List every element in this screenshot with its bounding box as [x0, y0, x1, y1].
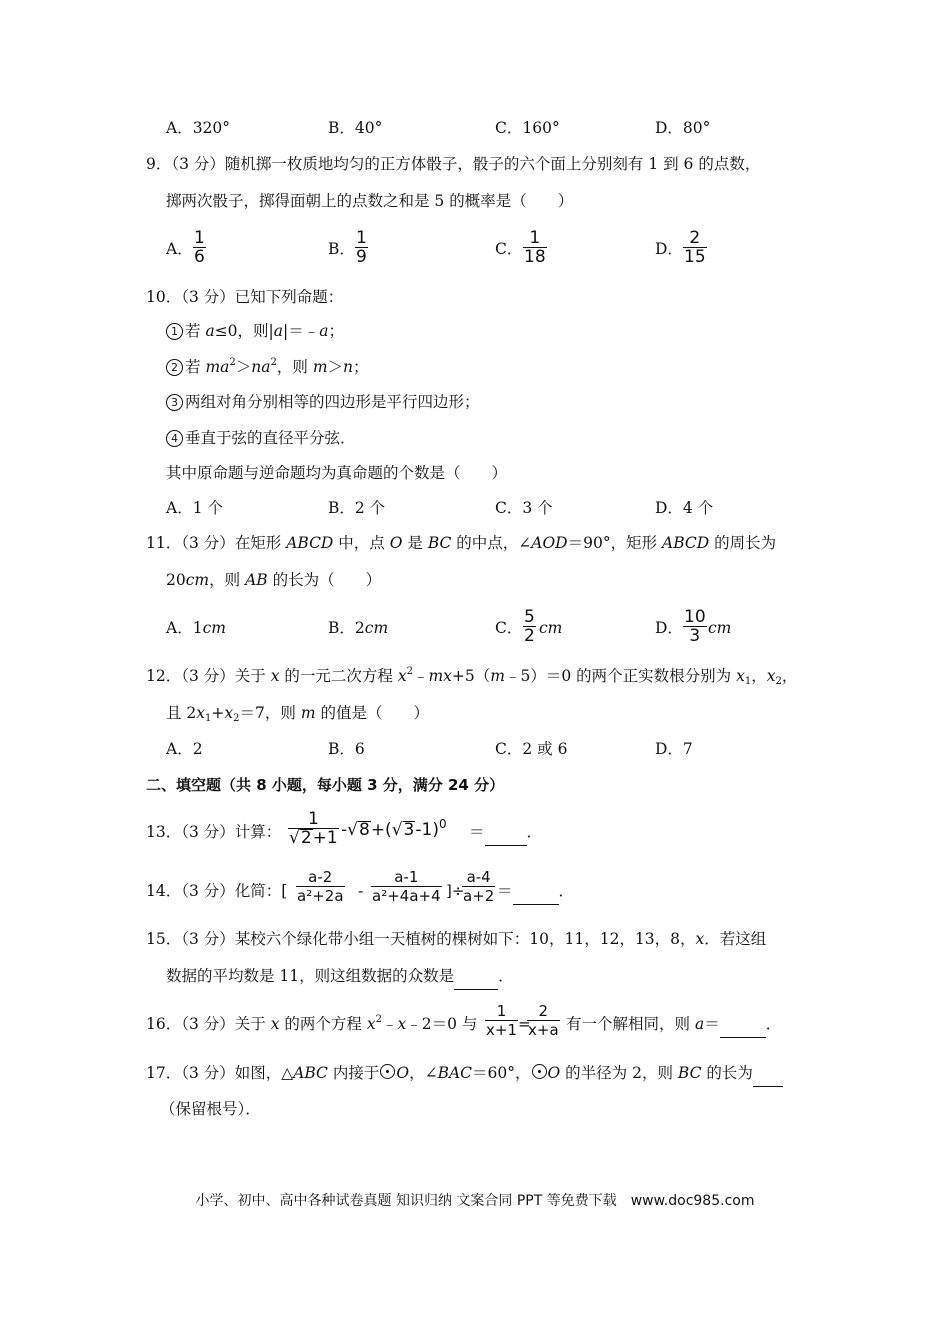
q16-fraction-2: $\frac{2}{x+a}$ — [528, 1002, 559, 1039]
q10-proposition-3: 3 两组对角分别相等的四边形是平行四边形； — [166, 391, 480, 413]
q14-close-bracket: ]÷ — [446, 882, 465, 900]
q17-stem-line1: 17．（3 分）如图，△ABC 内接于 O，∠BAC＝60°， O 的半径为 2，则 BC 的长为 — [146, 1062, 783, 1087]
q11-option-c-unit: cm — [539, 619, 563, 637]
q12-stem-line1: 12．（3 分）关于 x 的一元二次方程 $x^2﹣mx+5(m﹣5)=0$ 的两个正实数根分别为 $x_1$，$x_2$， — [146, 666, 798, 687]
q14-answer-blank[interactable] — [513, 882, 559, 905]
q11-option-a: A．1cm — [166, 619, 226, 637]
q9-stem-line1: 9．（3 分）随机掷一枚质地均匀的正方体骰子，骰子的六个面上分别刻有 1 到 6 的点数， — [146, 155, 761, 173]
q10-proposition-4: 4 垂直于弦的直径平分弦． — [166, 427, 356, 449]
q14-prefix: 14．（3 分）化简：[ — [146, 882, 288, 900]
q16-prefix: 16．（3 分）关于 x 的两个方程 $x^2﹣x﹣2=0$ 与 — [146, 1014, 478, 1033]
q8-option-a: A．320° — [166, 119, 231, 137]
q17-stem-line2: （保留根号）． — [160, 1100, 261, 1118]
q9-option-c-label: C． — [495, 240, 523, 258]
q14-answer: ＝ ． — [497, 880, 574, 905]
q11-stem-line2: 20cm，则 AB 的长为（ ） — [166, 571, 382, 589]
q8-option-c: C．160° — [495, 119, 560, 137]
circled-number-1: 1 — [166, 323, 183, 340]
q9-option-d-fraction: $\frac{2}{15}$ — [684, 228, 706, 267]
q12-option-a: A．2 — [166, 740, 203, 758]
q10-stem: 10．（3 分）已知下列命题： — [146, 288, 344, 306]
circled-number-2: 2 — [166, 359, 183, 376]
q12-option-b: B．6 — [328, 740, 365, 758]
q17-answer-blank[interactable] — [753, 1064, 783, 1087]
q16-fraction-1: $\frac{1}{x+1}$ — [486, 1002, 517, 1039]
q11-option-b: B．2cm — [328, 619, 389, 637]
q13-prefix: 13．（3 分）计算： — [146, 823, 282, 841]
q8-option-d: D．80° — [655, 119, 711, 137]
circle-dot-icon — [532, 1064, 547, 1079]
q9-option-b-fraction: $\frac{1}{9}$ — [356, 228, 367, 267]
q9-option-b-label: B． — [328, 240, 355, 258]
q9-option-d-label: D． — [655, 240, 683, 258]
q14-fraction-3: $\frac{a-4}{a+2}$ — [463, 868, 495, 905]
q11-option-c-label: C． — [495, 619, 523, 637]
circle-dot-icon — [380, 1064, 395, 1079]
q10-proposition-2: 2 若 $ma^2>na^2$，则 m＞n； — [166, 356, 369, 378]
q15-stem-line2: 数据的平均数是 11，则这组数据的众数是 ． — [166, 965, 514, 990]
q9-option-a-label: A． — [166, 240, 193, 258]
q10-option-b: B．2 个 — [328, 499, 386, 517]
q16-equals: = — [518, 1015, 531, 1033]
q8-option-b: B．40° — [328, 119, 383, 137]
circled-number-3: 3 — [166, 394, 183, 411]
q15-answer-blank[interactable] — [454, 967, 498, 990]
q14-minus: - — [358, 882, 364, 900]
q15-stem-line1: 15．（3 分）某校六个绿化带小组一天植树的棵树如下：10，11，12，13，8，x．若这组 — [146, 930, 767, 948]
q10-option-c: C．3 个 — [495, 499, 553, 517]
q9-option-a-fraction: $\frac{1}{6}$ — [194, 228, 205, 267]
q13-answer: ＝ ． — [469, 821, 542, 846]
q10-proposition-1: 1 若 a≤0，则|a|＝﹣a； — [166, 320, 344, 342]
circled-number-4: 4 — [166, 430, 183, 447]
section-heading-fill-in: 二、填空题（共 8 小题，每小题 3 分，满分 24 分） — [146, 776, 505, 794]
q10-option-a: A．1 个 — [166, 499, 223, 517]
q11-stem-line1: 11．（3 分）在矩形 ABCD 中，点 O 是 BC 的中点，∠AOD＝90°，矩形 ABCD 的周长为 — [146, 534, 777, 552]
q11-option-c-fraction: $\frac{5}{2}$ — [524, 607, 535, 646]
q10-question: 其中原命题与逆命题均为真命题的个数是（ ） — [166, 464, 508, 482]
q13-answer-blank[interactable] — [485, 823, 527, 846]
q12-option-c: C．2 或 6 — [495, 740, 568, 758]
q12-stem-line2: 且 $2x_1+x_2=7$，则 m 的值是（ ） — [166, 704, 429, 724]
q16-tail: 有一个解相同，则 a＝ ． — [566, 1013, 781, 1038]
page-footer: 小学、初中、高中各种试卷真题 知识归纳 文案合同 PPT 等免费下载 www.doc985.com — [195, 1193, 755, 1209]
q9-stem-line2: 掷两次骰子，掷得面朝上的点数之和是 5 的概率是（ ） — [166, 192, 574, 210]
q11-option-d-unit: cm — [708, 619, 732, 637]
q13-fraction: $\frac{1}{√2+1}$ — [289, 809, 338, 848]
q11-option-d-fraction: $\frac{10}{3}$ — [684, 607, 706, 646]
q16-answer-blank[interactable] — [720, 1015, 766, 1038]
q9-option-c-fraction: $\frac{1}{18}$ — [524, 228, 546, 267]
q12-option-d: D．7 — [655, 740, 693, 758]
q14-fraction-2: $\frac{a-1}{\text{a²+4a+4}}$ — [372, 868, 441, 905]
q11-option-d-label: D． — [655, 619, 683, 637]
q14-fraction-1: $\frac{a-2}{\text{a²+2a}}$ — [297, 868, 344, 905]
q10-option-d: D．4 个 — [655, 499, 714, 517]
q13-expression: $-√8+(√3-1)^0$ — [341, 817, 447, 840]
